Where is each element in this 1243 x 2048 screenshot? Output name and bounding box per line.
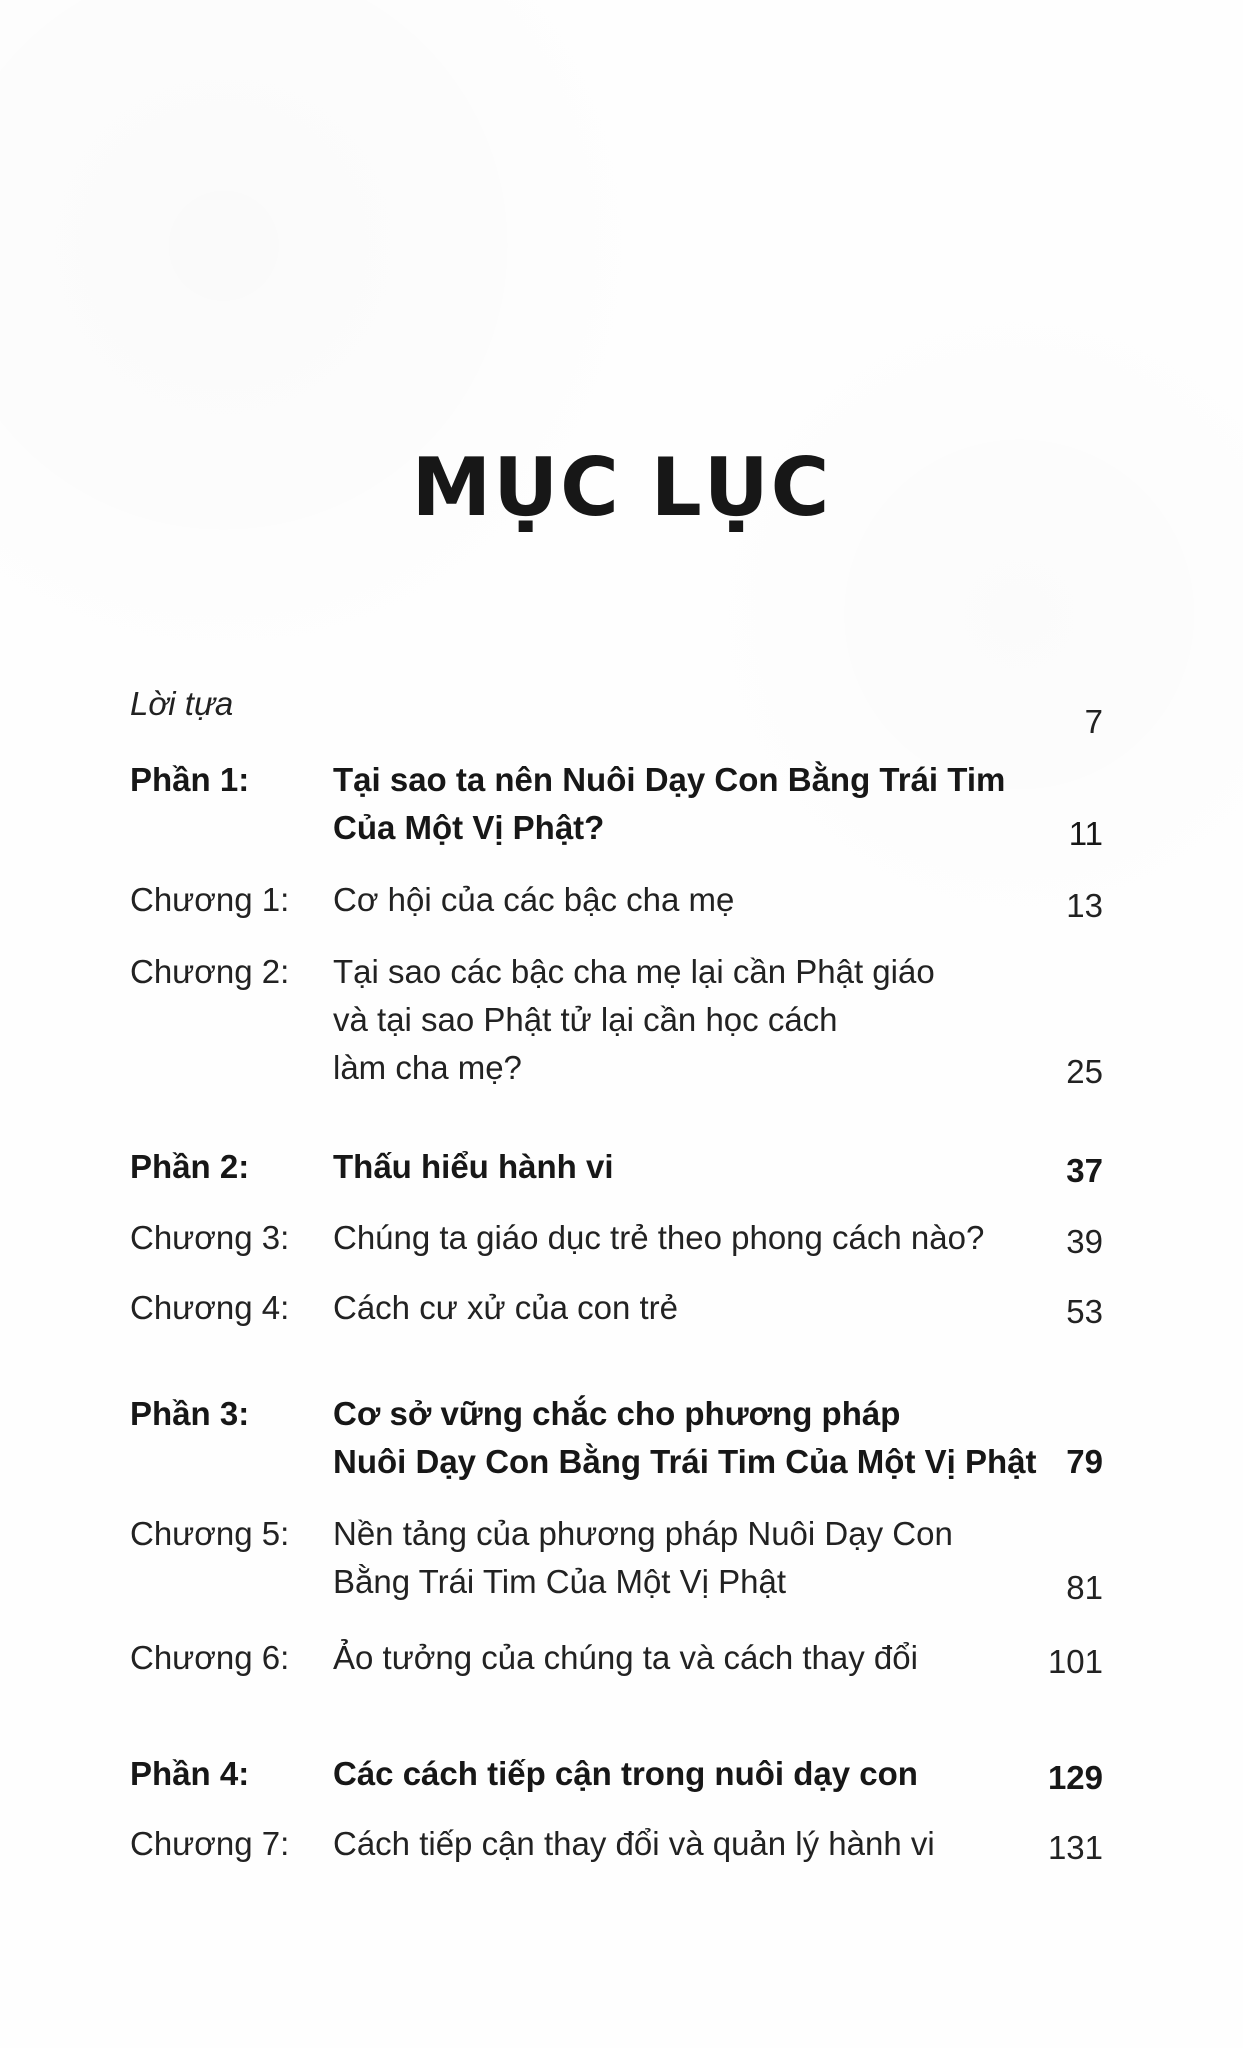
toc-entry-page: 101	[1047, 1643, 1103, 1680]
toc-entry-label: Chương 5:	[130, 1515, 290, 1552]
toc-entry-title-line: Bằng Trái Tim Của Một Vị Phật	[333, 1563, 787, 1600]
toc-entry-page: 81	[1066, 1569, 1103, 1606]
toc-entry-title-line: Cơ sở vững chắc cho phương pháp	[333, 1395, 901, 1432]
toc-entry-page: 11	[1068, 815, 1103, 852]
toc-entry-label: Phần 4:	[130, 1755, 250, 1792]
toc-entry-title	[333, 1214, 1093, 1262]
toc-entry-label: Phần 3:	[130, 1395, 250, 1432]
toc-entry-title-line: và tại sao Phật tử lại cần học cách	[333, 1001, 838, 1038]
toc-entry-page: 25	[1066, 1053, 1103, 1090]
toc-entry-page: 37	[1066, 1152, 1103, 1189]
toc-entry-title	[333, 1510, 1093, 1606]
toc-entry-title-line: Cơ hội của các bậc cha mẹ	[333, 881, 735, 918]
toc-entry-title	[333, 876, 1093, 924]
toc-entry-page: 39	[1066, 1223, 1103, 1260]
page-title: MỤC LỤC	[411, 441, 832, 534]
toc-entry-label: Phần 2:	[130, 1148, 250, 1185]
toc-entry-page: 129	[1047, 1759, 1103, 1796]
toc-entry-label: Chương 4:	[130, 1289, 290, 1326]
toc-entry-title-line: Nuôi Dạy Con Bằng Trái Tim Của Một Vị Phật	[333, 1443, 1037, 1480]
toc-entry-title	[333, 1634, 1093, 1682]
toc-entry-label: Lời tựa	[130, 685, 234, 722]
toc-entry-title	[333, 1390, 1093, 1486]
toc-entry-page: 79	[1066, 1443, 1103, 1480]
toc-entry-page: 7	[1084, 703, 1103, 740]
toc-entry-title-line: Các cách tiếp cận trong nuôi dạy con	[333, 1755, 918, 1792]
toc-entry-page: 53	[1066, 1293, 1103, 1330]
toc-entry-title	[333, 948, 1093, 1092]
toc-entry-title	[333, 756, 1093, 852]
toc-entry-label: Chương 7:	[130, 1825, 290, 1862]
toc-entry-title-line: Tại sao ta nên Nuôi Dạy Con Bằng Trái Tim	[333, 761, 1006, 798]
toc-entry-title-line: Cách cư xử của con trẻ	[333, 1289, 678, 1326]
toc-entry-page: 131	[1047, 1829, 1103, 1866]
toc-entry-page: 13	[1066, 887, 1103, 924]
toc-entry-title-line: Ảo tưởng của chúng ta và cách thay đổi	[333, 1639, 918, 1676]
toc-entry-title-line: Cách tiếp cận thay đổi và quản lý hành vi	[333, 1825, 935, 1862]
toc-entry-title-line: Chúng ta giáo dục trẻ theo phong cách nào?	[333, 1219, 985, 1256]
toc-entry-title	[333, 1143, 1093, 1191]
toc-entry-label: Chương 2:	[130, 953, 290, 990]
toc-entry-title-line: Tại sao các bậc cha mẹ lại cần Phật giáo	[333, 953, 935, 990]
toc-entry-title	[333, 1820, 1093, 1868]
toc-entry-label: Chương 3:	[130, 1219, 290, 1256]
toc-entry-label: Chương 1:	[130, 881, 290, 918]
toc-entry-title-line: Của Một Vị Phật?	[333, 809, 605, 846]
toc-entry-title-line: Thấu hiểu hành vi	[333, 1148, 614, 1185]
toc-entry-title-line: làm cha mẹ?	[333, 1049, 522, 1086]
toc-entry-label: Chương 6:	[130, 1639, 290, 1676]
toc-entry-title-line: Nền tảng của phương pháp Nuôi Dạy Con	[333, 1515, 953, 1552]
toc-entry-label: Phần 1:	[130, 761, 250, 798]
toc-entry-title	[333, 1284, 1093, 1332]
toc-entry-title	[333, 1750, 1093, 1798]
